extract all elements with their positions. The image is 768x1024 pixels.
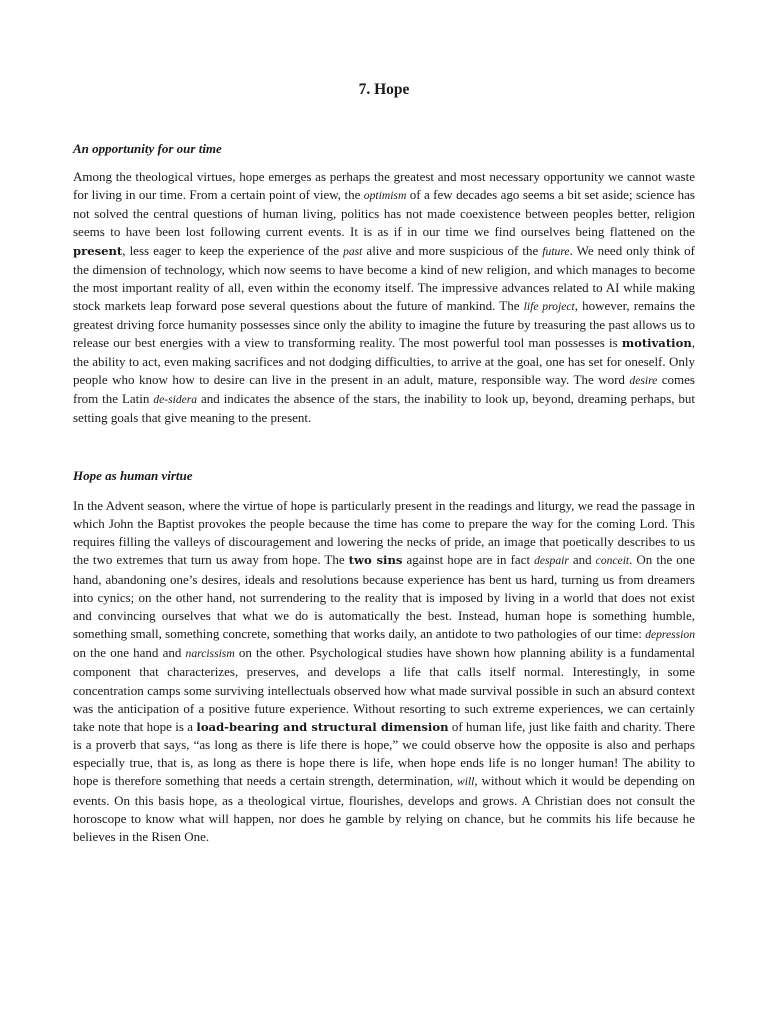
text-run: comes from the Latin (73, 371, 695, 406)
text-run: on the one hand and (73, 645, 186, 661)
text-run: , without which it would be depending on events. On this basis hope, as a theological virtue, flourishes, develops and grows. A Christian does not consult the horoscope to know what will happen, nor does he gamble by relying on chance, but he commits his life because he believes in the Risen One. (73, 773, 695, 844)
emphasis-life-project: life project (523, 300, 575, 314)
text-run: , the ability to act, even making sacrifices and not dodging difficulties, to arrive at the goal, one has set for oneself. Only people who know how to desire can live in the present in an adult, mature, responsible way. The word (73, 335, 695, 387)
text-run: alive and more suspicious of the (362, 242, 543, 258)
paragraph-human-virtue (73, 497, 695, 846)
chapter-title: 7. Hope (358, 81, 410, 98)
emphasis-de-sidera: de-sidera (153, 392, 198, 406)
emphasis-despair: despair (534, 554, 569, 568)
text-run: , however, remains the greatest driving force humanity possesses since only the ability to imagine the future by treasuring the past allows us to release our best energies with a view to transforming reality. The most powerful tool man possesses is (73, 298, 695, 351)
bold-present: present (73, 243, 123, 258)
bold-motivation: motivation (621, 336, 692, 351)
text-run: of human life, just like faith and charity. There is a proverb that says, “as long as there is life there is hope,” we could observe how the opposite is also and perhaps especially true, that is, as long as there is hope there is life, when hope ends life is no longer human! The ability to hope is therefore something that needs a certain strength, determination, (73, 718, 695, 789)
emphasis-optimism: optimism (363, 189, 407, 203)
text-run: of a few decades ago seems a bit set aside; science has not solved the central questions of human living, politics has not made coexistence between peoples better, religion seems to have been lost following current events. It is as if in our time we find ourselves being flattened on the (73, 187, 695, 240)
bold-load-bearing: load-bearing and structural dimension (196, 719, 449, 734)
emphasis-future: future (542, 244, 570, 258)
emphasis-depression: depression (645, 628, 695, 642)
text-run: against hope are in fact (402, 552, 535, 568)
bold-two-sins: two sins (348, 553, 403, 568)
emphasis-desire: desire (629, 373, 658, 387)
section-heading-opportunity: An opportunity for our time (73, 141, 222, 156)
paragraph-opportunity (73, 168, 695, 427)
text-run: , less eager to keep the experience of the (122, 242, 344, 258)
section-heading-human-virtue: Hope as human virtue (73, 468, 193, 483)
text-run: and (568, 552, 596, 568)
text-run: and indicates the absence of the stars, the inability to look up, beyond, dreaming perhaps, but setting goals that give meaning to the present. (73, 390, 695, 426)
text-run: Among the theological virtues, hope emerges as perhaps the greatest and most necessary opportunity we cannot waste for living in our time. From a certain point of view, the (73, 169, 695, 203)
emphasis-conceit: conceit (595, 554, 630, 568)
text-run: . On the one hand, abandoning one’s desires, ideals and resolutions because experience has bent us hard, turning us from dreamers into cynics; on the other hand, not surrendering to the reality that is imposed by living in a world that does not exist and convincing ourselves that what we do is automatically the best. Instead, human hope is something humble, something small, something concrete, something that works daily, an antidote to two pathologies of our time: (73, 552, 695, 642)
text-run: In the Advent season, where the virtue of hope is particularly present in the readings and liturgy, we read the passage in which John the Baptist provokes the people because the time has come to prepare the way for the coming Lord. This requires filling the valleys of discouragement and lowering the necks of pride, an image that poetically describes to us the two extremes that turn us away from hope. The (73, 498, 695, 568)
text-run: . We need only think of the dimension of technology, which now seems to have become a kind of new religion, and which manages to become the most important reality of all, even within the economy itself. The impressive advances related to AI while making stock markets leap forward pose several questions about the future of mankind. The (73, 242, 695, 314)
emphasis-will: will (456, 775, 475, 789)
emphasis-narcissism: narcissism (185, 647, 235, 661)
text-run: on the other. Psychological studies have shown how planning ability is a fundamental component that characterizes, preserves, and develops a life that calls itself normal. Interestingly, in some concentration camps some surviving intellectuals observed how what made survival possible in such an absurd context was the anticipation of a positive future experience. Without resorting to such extreme experiences, we can certainly take note that hope is a (73, 645, 695, 734)
emphasis-past: past (343, 244, 363, 258)
